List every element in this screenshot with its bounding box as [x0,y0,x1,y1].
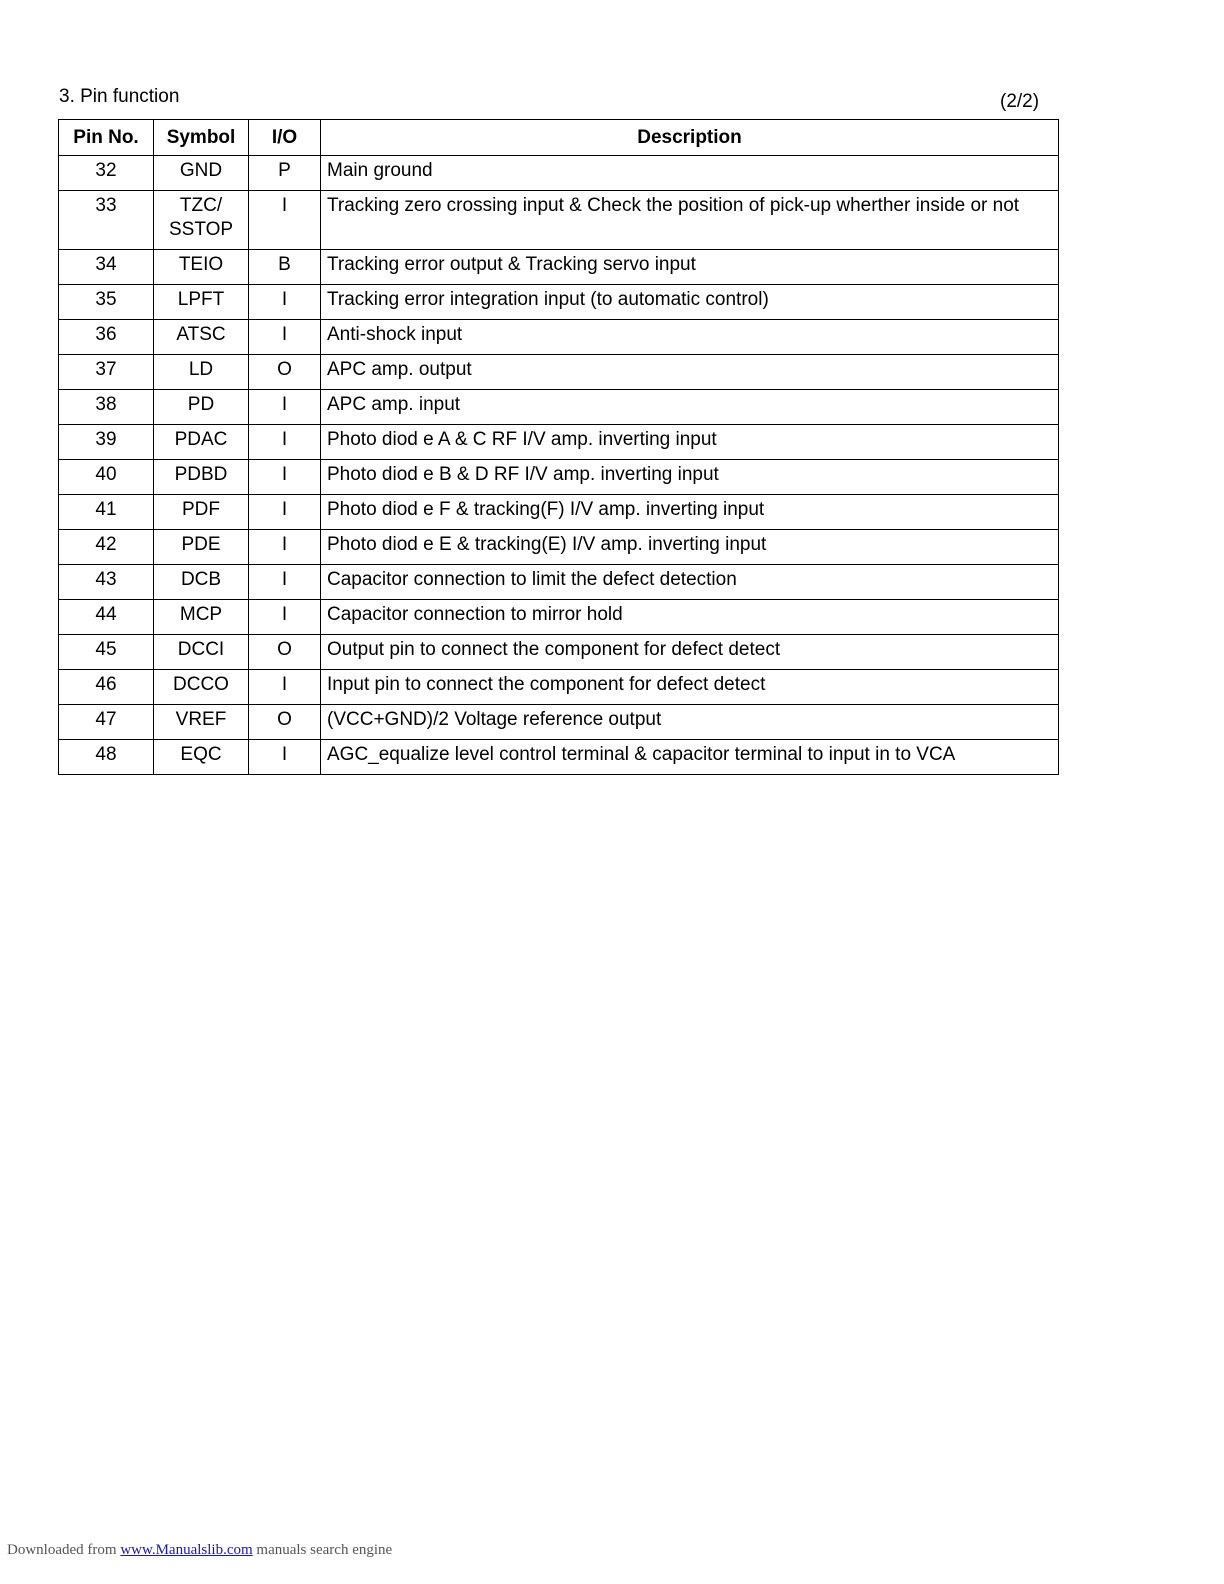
symbol-cell: PDE [154,530,249,565]
pin-cell: 35 [59,285,154,320]
symbol-cell: LPFT [154,285,249,320]
description-cell: Photo diod e F & tracking(F) I/V amp. inverting input [321,495,1059,530]
table-row [59,355,1059,390]
description-cell: Tracking error output & Tracking servo input [321,250,1059,285]
io-cell: P [249,156,321,191]
pin-function-table [58,119,1059,775]
table-row [59,600,1059,635]
io-cell: I [249,670,321,705]
pin-cell: 41 [59,495,154,530]
table-row [59,156,1059,191]
io-cell: I [249,600,321,635]
symbol-cell: ATSC [154,320,249,355]
io-cell: I [249,530,321,565]
description-cell: APC amp. output [321,355,1059,390]
symbol-cell: DCCO [154,670,249,705]
pin-cell: 36 [59,320,154,355]
footer-suffix: manuals search engine [256,1542,393,1558]
io-cell: O [249,705,321,740]
description-cell: Anti-shock input [321,320,1059,355]
symbol-cell: DCCI [154,635,249,670]
io-cell: O [249,355,321,390]
table-row [59,191,1059,250]
symbol-cell: PDAC [154,425,249,460]
description-cell: Main ground [321,156,1059,191]
table-row [59,320,1059,355]
pin-cell: 47 [59,705,154,740]
io-cell: I [249,320,321,355]
io-cell: I [249,495,321,530]
description-cell: Input pin to connect the component for defect detect [321,670,1059,705]
io-cell: I [249,460,321,495]
io-cell: I [249,285,321,320]
footer-prefix: Downloaded from [7,1542,117,1558]
symbol-cell: EQC [154,740,249,775]
pin-cell: 39 [59,425,154,460]
symbol-cell: VREF [154,705,249,740]
pin-cell: 46 [59,670,154,705]
symbol-cell: LD [154,355,249,390]
pin-cell: 37 [59,355,154,390]
description-cell: Photo diod e E & tracking(E) I/V amp. inverting input [321,530,1059,565]
pin-cell: 44 [59,600,154,635]
symbol-cell: GND [154,156,249,191]
description-cell: Photo diod e A & C RF I/V amp. inverting input [321,425,1059,460]
pin-rows [59,156,1059,775]
symbol-cell: PD [154,390,249,425]
pin-cell: 45 [59,635,154,670]
symbol-cell: PDBD [154,460,249,495]
table-row [59,740,1059,775]
pin-cell: 43 [59,565,154,600]
symbol-cell: DCB [154,565,249,600]
table-row [59,250,1059,285]
symbol-cell: MCP [154,600,249,635]
io-cell: I [249,425,321,460]
table-row [59,285,1059,320]
io-cell: I [249,191,321,250]
description-cell: Capacitor connection to limit the defect detection [321,565,1059,600]
io-cell: B [249,250,321,285]
footer [7,1542,392,1559]
table-row [59,670,1059,705]
section-title: 3. Pin function [59,86,180,107]
description-cell: AGC_equalize level control terminal & capacitor terminal to input in to VCA [321,740,1059,775]
table-row [59,565,1059,600]
pin-cell: 33 [59,191,154,250]
pin-cell: 34 [59,250,154,285]
table-header-row [59,120,1059,156]
table-row [59,495,1059,530]
io-cell: O [249,635,321,670]
pin-cell: 48 [59,740,154,775]
description-cell: Tracking zero crossing input & Check the position of pick-up wherther inside or not [321,191,1059,250]
header-description: Description [321,120,1059,156]
io-cell: I [249,390,321,425]
page-indicator: (2/2) [1000,91,1040,112]
header-io: I/O [249,120,321,156]
table-row [59,425,1059,460]
description-cell: Output pin to connect the component for defect detect [321,635,1059,670]
pin-cell: 38 [59,390,154,425]
description-cell: Tracking error integration input (to automatic control) [321,285,1059,320]
symbol-cell: TEIO [154,250,249,285]
table-row [59,705,1059,740]
description-cell: Photo diod e B & D RF I/V amp. inverting input [321,460,1059,495]
table-row [59,460,1059,495]
table-row [59,635,1059,670]
symbol-cell: PDF [154,495,249,530]
pin-cell: 40 [59,460,154,495]
symbol-cell: TZC/ SSTOP [154,191,249,250]
table-row [59,530,1059,565]
io-cell: I [249,565,321,600]
manualslib-link[interactable]: www.Manualslib.com [120,1542,253,1558]
description-cell: APC amp. input [321,390,1059,425]
description-cell: Capacitor connection to mirror hold [321,600,1059,635]
io-cell: I [249,740,321,775]
description-cell: (VCC+GND)/2 Voltage reference output [321,705,1059,740]
pin-cell: 32 [59,156,154,191]
table-row [59,390,1059,425]
header-pin-no: Pin No. [59,120,154,156]
pin-cell: 42 [59,530,154,565]
header-symbol: Symbol [154,120,249,156]
